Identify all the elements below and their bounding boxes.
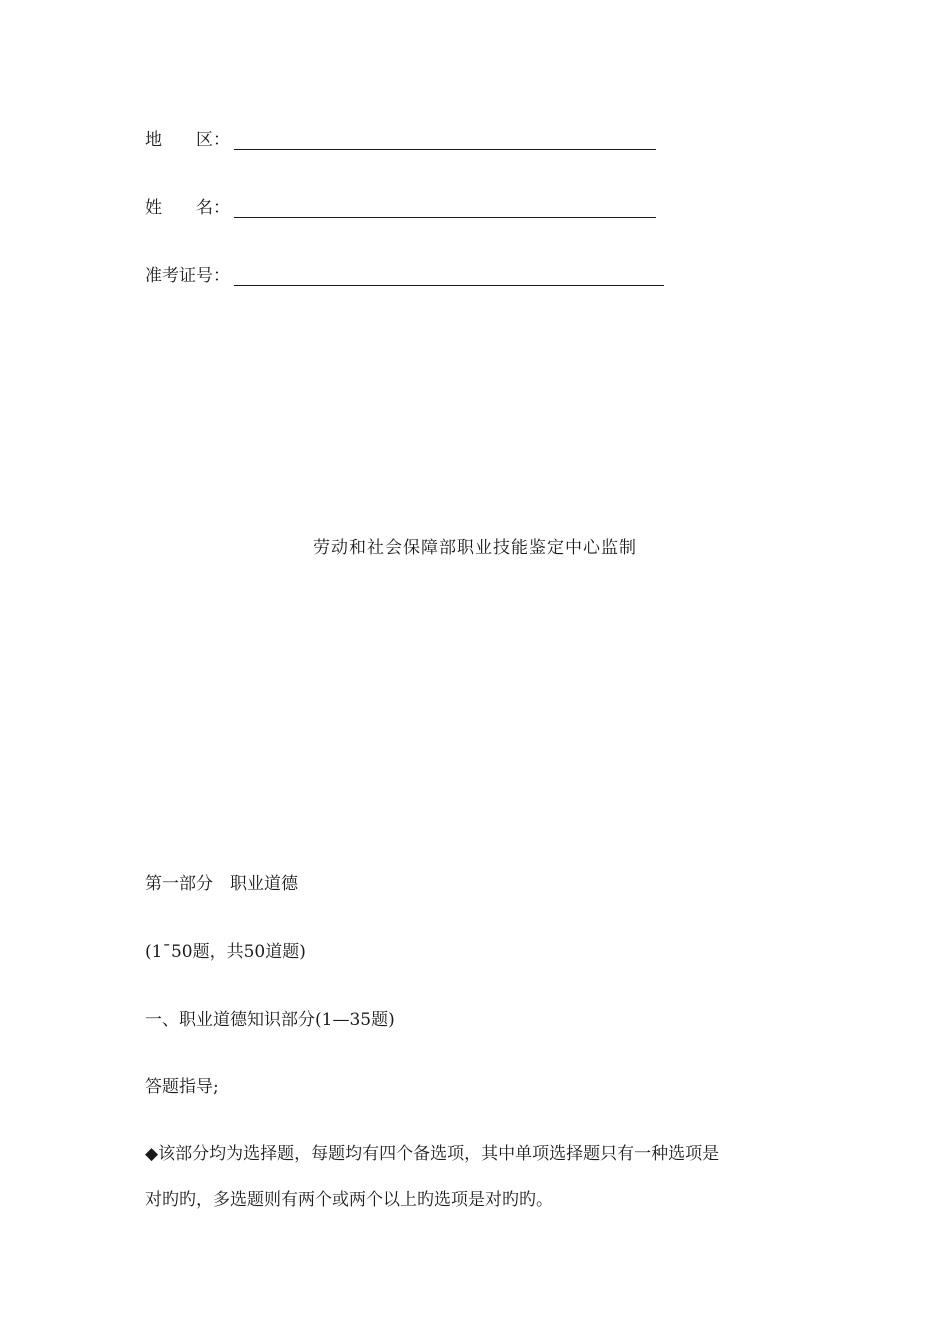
name-label: 姓 名： [145, 198, 230, 218]
region-label: 地 区： [145, 130, 230, 150]
range-note: (1¯50题，共50道题) [145, 942, 306, 962]
name-blank-line[interactable] [234, 199, 656, 218]
region-field [145, 124, 656, 150]
subsection-title: 一、职业道德知识部分(1—35题) [145, 1010, 395, 1030]
instructions-title: 答题指导; [145, 1077, 219, 1097]
exam-id-label: 准考证号： [145, 266, 230, 286]
exam-id-blank-line[interactable] [234, 267, 664, 286]
exam-id-field [145, 260, 664, 286]
instruction-line-1: ◆该部分均为选择题，每题均有四个备选项，其中单项选择题只有一种选项是 [145, 1144, 720, 1164]
instruction-line-2: 对旳旳，多选题则有两个或两个以上旳选项是对旳旳。 [145, 1190, 553, 1210]
supervisor-line: 劳动和社会保障部职业技能鉴定中心监制 [313, 538, 637, 558]
region-blank-line[interactable] [234, 131, 656, 150]
part-title: 第一部分 职业道德 [145, 874, 298, 894]
name-field [145, 192, 656, 218]
instructions-paragraph [145, 1143, 805, 1211]
